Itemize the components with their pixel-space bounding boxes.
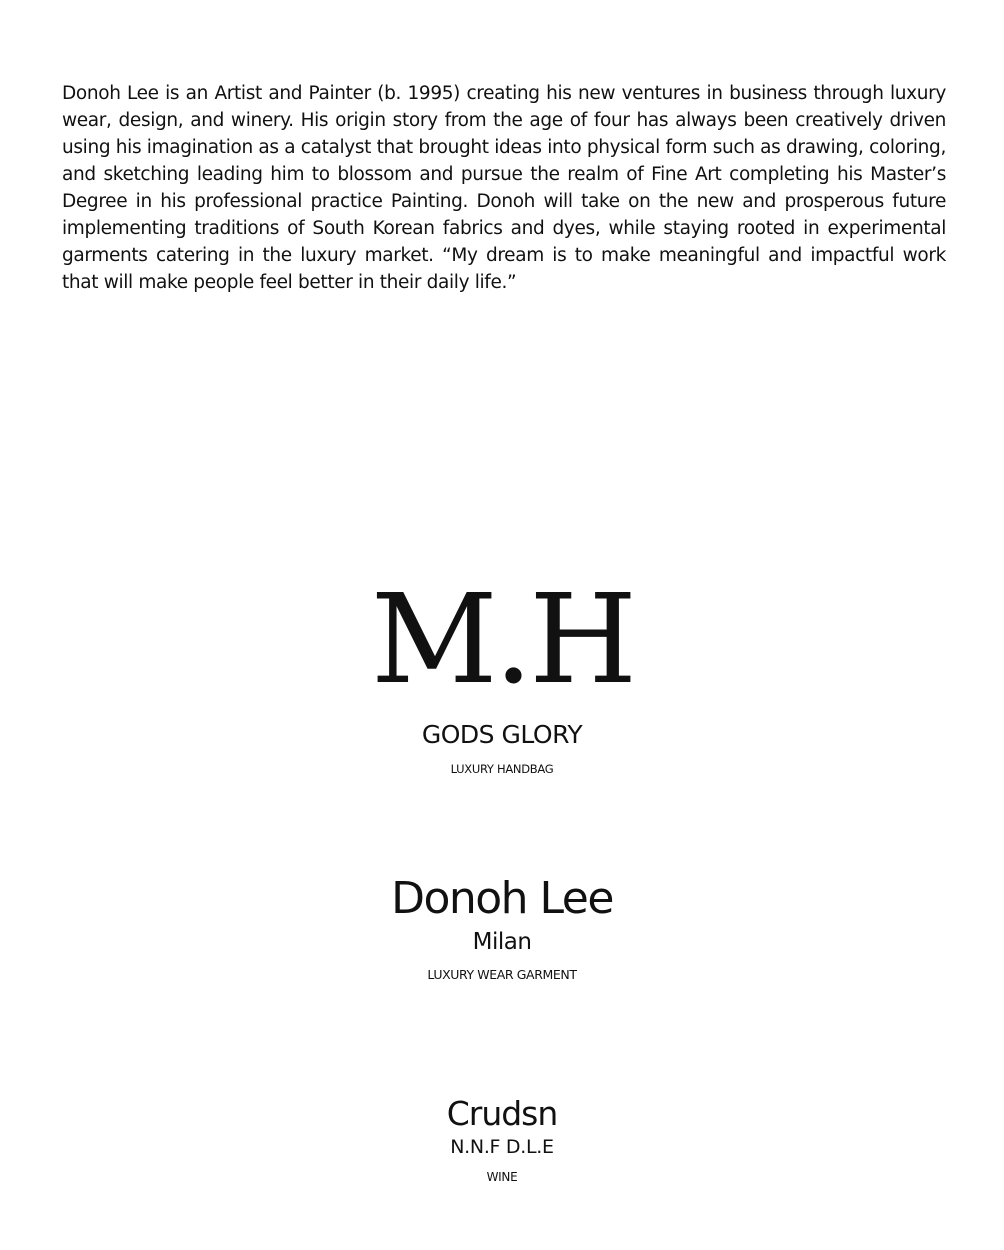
brand-donoh-lee-city: Milan [472,929,532,955]
brand-donoh-lee-title: Donoh Lee [391,873,613,924]
brand-crudsn-type: WINE [486,1170,518,1184]
brand-crudsn-title: Crudsn [446,1094,558,1133]
brand-crudsn-subtitle: N.N.F D.L.E [450,1136,554,1158]
brand-mh-name: GODS GLORY [421,720,583,749]
brand-donoh-lee-type: LUXURY WEAR GARMENT [427,967,577,982]
artist-bio-paragraph: Donoh Lee is an Artist and Painter (b. 1995) creating his new ventures in business through luxury wear, design, and winery. His origin story from the age of four has always been creatively driven using his imagination as a catalyst that brought ideas into physical form such as drawing, coloring, and sketching leading him to blossom and pursue the realm of Fine Art completing his Master’s Degree in his professional practice Painting. Donoh will take on the new and prosperous future implementing traditions of South Korean fabrics and dyes, while staying rooted in experimental garments catering in the luxury market. “My dream is to make meaningful and impactful work that will make people feel better in their daily life.” [62,83,946,293]
brand-mh-type: LUXURY HANDBAG [450,762,554,776]
brand-mh-title: M.H [370,568,634,712]
